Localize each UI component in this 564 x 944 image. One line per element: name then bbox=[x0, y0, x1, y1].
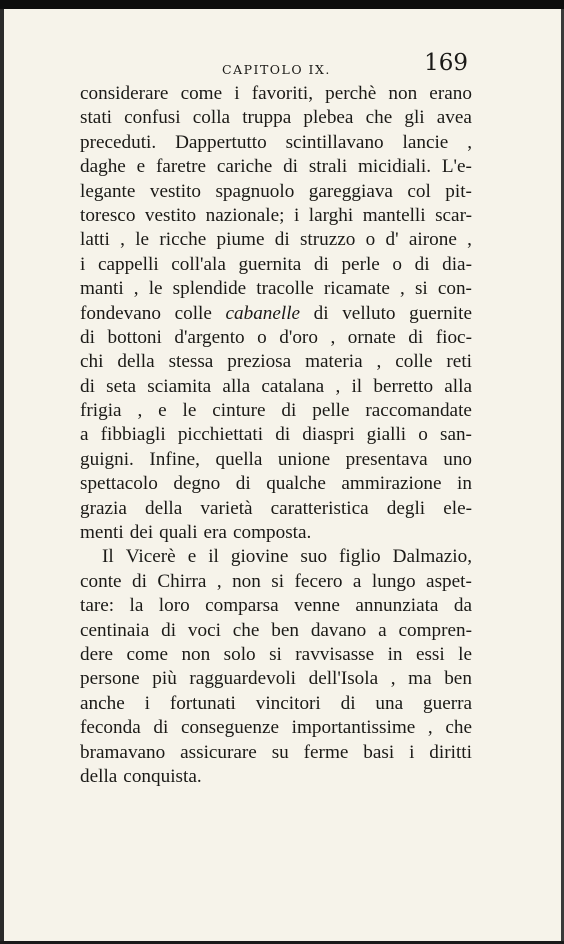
word: , bbox=[390, 668, 396, 690]
text-line bbox=[80, 350, 472, 374]
word: quella bbox=[215, 448, 263, 470]
word: si bbox=[271, 570, 285, 592]
word: reti bbox=[446, 351, 472, 373]
word: i bbox=[234, 83, 240, 104]
word: ravvisasse bbox=[295, 643, 375, 665]
word: a bbox=[80, 424, 89, 446]
page-number: 169 bbox=[424, 50, 468, 76]
word: fecero bbox=[294, 570, 343, 592]
word: Vicerè bbox=[125, 546, 176, 568]
word: della bbox=[144, 497, 183, 519]
word: degno bbox=[173, 473, 221, 495]
text-line bbox=[80, 741, 472, 765]
word: larghi bbox=[308, 204, 354, 226]
word: menti bbox=[80, 522, 124, 544]
text-line bbox=[80, 643, 472, 667]
word: che bbox=[232, 619, 260, 641]
word: fibbiagli bbox=[100, 424, 166, 446]
word: avea bbox=[436, 107, 472, 129]
word: , bbox=[400, 278, 405, 300]
word: di bbox=[275, 424, 291, 446]
word: materia bbox=[305, 351, 363, 373]
word: ma bbox=[408, 668, 432, 690]
word: , bbox=[467, 131, 472, 153]
text-line bbox=[80, 375, 472, 399]
text-line bbox=[80, 497, 472, 521]
word: di bbox=[235, 473, 251, 495]
word: favoriti, bbox=[251, 83, 313, 104]
word: L'e- bbox=[441, 156, 472, 178]
word: ammirazione bbox=[341, 473, 442, 495]
word: di bbox=[283, 156, 298, 178]
word: vincitori bbox=[255, 692, 321, 714]
word: che bbox=[445, 717, 472, 739]
word: anche bbox=[80, 692, 125, 714]
word: uno bbox=[443, 448, 472, 470]
word: , bbox=[427, 717, 433, 739]
word: le bbox=[135, 229, 150, 251]
text-line bbox=[80, 204, 472, 228]
word: di bbox=[340, 692, 356, 714]
text-line bbox=[80, 180, 472, 204]
word: centinaia bbox=[80, 619, 150, 641]
word: cinture bbox=[212, 400, 266, 422]
word: nazionale; bbox=[205, 204, 285, 226]
word: conte bbox=[80, 570, 122, 592]
word: della bbox=[117, 351, 155, 373]
word: , bbox=[330, 326, 336, 348]
word: varietà bbox=[200, 497, 253, 519]
word: , bbox=[467, 229, 472, 251]
word: tracolle bbox=[256, 278, 314, 300]
word: manti bbox=[80, 278, 124, 300]
text-line bbox=[80, 302, 472, 326]
word: d' bbox=[385, 229, 399, 251]
word: lungo bbox=[371, 570, 416, 592]
word: annunziata bbox=[355, 595, 439, 617]
word: airone bbox=[408, 229, 457, 251]
word: stati bbox=[80, 107, 112, 129]
text-line bbox=[80, 253, 472, 277]
word: alla bbox=[444, 375, 472, 397]
text-line bbox=[80, 667, 472, 691]
word: ferme bbox=[303, 741, 349, 763]
word: picchiettati bbox=[177, 424, 264, 446]
word: si bbox=[269, 643, 282, 665]
word: micidiali. bbox=[358, 156, 432, 178]
word: , bbox=[216, 570, 222, 592]
word: come bbox=[126, 643, 169, 665]
text-line bbox=[80, 545, 472, 569]
word: scar- bbox=[435, 204, 472, 226]
text-line bbox=[80, 765, 472, 789]
word: raccomandate bbox=[365, 400, 472, 422]
body-text bbox=[80, 82, 472, 789]
word: gialli bbox=[366, 424, 407, 446]
word: a bbox=[352, 570, 362, 592]
word: che bbox=[365, 107, 393, 129]
word: preceduti. bbox=[80, 131, 157, 153]
word: fortunati bbox=[169, 692, 236, 714]
word: la bbox=[129, 595, 144, 617]
word: vestito bbox=[144, 204, 197, 226]
word: truppa bbox=[242, 107, 292, 129]
word: plebea bbox=[303, 107, 354, 129]
word: colle bbox=[174, 302, 212, 324]
word: essi bbox=[415, 643, 445, 665]
word: e bbox=[158, 400, 167, 422]
word: cappelli bbox=[97, 253, 159, 275]
word: di bbox=[408, 326, 424, 348]
word: san- bbox=[439, 424, 472, 446]
word: in bbox=[457, 473, 472, 495]
word: figlio bbox=[339, 546, 381, 568]
word: guernite bbox=[409, 302, 472, 324]
text-line bbox=[80, 472, 472, 496]
text-line bbox=[80, 448, 472, 472]
word: comparsa bbox=[205, 595, 279, 617]
word: faretre bbox=[155, 156, 207, 178]
text-line bbox=[80, 716, 472, 740]
word: di bbox=[132, 570, 147, 592]
word: mantelli bbox=[362, 204, 426, 226]
word: strali bbox=[308, 156, 348, 178]
text-line bbox=[80, 277, 472, 301]
word: considerare bbox=[80, 83, 169, 104]
word: cariche bbox=[216, 156, 273, 178]
word: ricamate bbox=[323, 278, 390, 300]
word: frigia bbox=[80, 400, 122, 422]
word: di bbox=[281, 400, 297, 422]
word: ele- bbox=[443, 497, 472, 519]
word: a bbox=[378, 619, 387, 641]
word: caratteristica bbox=[270, 497, 369, 519]
word: con- bbox=[437, 278, 472, 300]
word: legante bbox=[80, 180, 136, 202]
word: ben bbox=[271, 619, 299, 641]
word: stessa bbox=[168, 351, 214, 373]
word: basi bbox=[363, 741, 395, 763]
word: in bbox=[387, 643, 403, 665]
word: toresco bbox=[80, 204, 136, 226]
word: perle bbox=[341, 253, 380, 275]
word: Chirra bbox=[157, 570, 207, 592]
word: o bbox=[257, 326, 267, 348]
word: fondevano bbox=[80, 302, 161, 324]
word: erano bbox=[429, 83, 472, 104]
word: guerra bbox=[423, 692, 472, 714]
text-line bbox=[80, 155, 472, 179]
word: dell'Isola bbox=[308, 668, 379, 690]
word: daghe bbox=[80, 156, 126, 178]
word: di bbox=[414, 253, 430, 275]
word: ornate bbox=[347, 326, 396, 348]
page-header bbox=[78, 50, 468, 84]
word: persone bbox=[80, 668, 140, 690]
word: i bbox=[409, 741, 415, 763]
word: di bbox=[80, 375, 95, 397]
word: seta bbox=[106, 375, 137, 397]
word: , bbox=[137, 400, 143, 422]
word: della bbox=[80, 765, 118, 787]
word: di bbox=[274, 229, 290, 251]
word: su bbox=[271, 741, 289, 763]
word: presentava bbox=[345, 448, 428, 470]
word: importantissime bbox=[291, 717, 416, 739]
word: i bbox=[80, 253, 86, 275]
word: spagnuolo bbox=[215, 180, 295, 202]
word: scintillavano bbox=[285, 131, 384, 153]
word: , bbox=[133, 278, 139, 300]
word: giovine bbox=[230, 546, 289, 568]
word: d'argento bbox=[174, 326, 245, 348]
word: chi bbox=[80, 351, 104, 373]
word: di bbox=[153, 717, 169, 739]
word: i bbox=[144, 692, 150, 714]
word: le bbox=[148, 278, 163, 300]
word: e bbox=[136, 156, 146, 178]
word: non bbox=[232, 570, 261, 592]
word: Infine, bbox=[149, 448, 200, 470]
paragraph bbox=[80, 545, 472, 789]
word: cabanelle bbox=[225, 302, 301, 324]
word: colle bbox=[395, 351, 433, 373]
word: confusi bbox=[124, 107, 181, 129]
word: , bbox=[335, 375, 341, 397]
word: feconda bbox=[80, 717, 141, 739]
word: il bbox=[208, 546, 219, 568]
text-line bbox=[80, 326, 472, 350]
word: qualche bbox=[266, 473, 326, 495]
word: di bbox=[313, 302, 329, 324]
word: lancie bbox=[402, 131, 449, 153]
word: velluto bbox=[342, 302, 396, 324]
word: di bbox=[313, 253, 329, 275]
word: ragguardevoli bbox=[189, 668, 296, 690]
word: ben bbox=[444, 668, 472, 690]
word: d'oro bbox=[279, 326, 318, 348]
word: voci bbox=[187, 619, 221, 641]
word: splendide bbox=[172, 278, 247, 300]
word: i bbox=[293, 204, 300, 226]
word: pit- bbox=[445, 180, 472, 202]
word: gli bbox=[404, 107, 425, 129]
word: composta. bbox=[232, 522, 312, 544]
word: struzzo bbox=[299, 229, 356, 251]
word: berretto bbox=[373, 375, 434, 397]
word: catalana bbox=[261, 375, 325, 397]
word: di bbox=[80, 326, 95, 348]
word: dere bbox=[80, 643, 114, 665]
word: quali bbox=[159, 522, 198, 544]
word: davano bbox=[310, 619, 367, 641]
word: dei bbox=[129, 522, 154, 544]
text-line bbox=[80, 521, 472, 545]
word: una bbox=[375, 692, 404, 714]
text-line bbox=[80, 619, 472, 643]
word: grazia bbox=[80, 497, 127, 519]
word: colla bbox=[192, 107, 231, 129]
word: preziosa bbox=[227, 351, 292, 373]
word: di bbox=[161, 619, 177, 641]
word: ricche bbox=[159, 229, 207, 251]
word: conquista. bbox=[123, 765, 202, 787]
word: fioc- bbox=[435, 326, 472, 348]
word: sciamita bbox=[147, 375, 212, 397]
word: non bbox=[181, 643, 211, 665]
text-line bbox=[80, 594, 472, 618]
word: Il bbox=[102, 546, 114, 568]
word: suo bbox=[300, 546, 328, 568]
word: piume bbox=[216, 229, 265, 251]
word: bramavano bbox=[80, 741, 166, 763]
word: più bbox=[152, 668, 177, 690]
word: conseguenze bbox=[180, 717, 279, 739]
word: vestito bbox=[149, 180, 202, 202]
scan-border-top bbox=[0, 0, 564, 9]
word: guernita bbox=[238, 253, 302, 275]
word: coll'ala bbox=[171, 253, 226, 275]
text-line bbox=[80, 228, 472, 252]
text-line bbox=[80, 570, 472, 594]
word: dia- bbox=[442, 253, 472, 275]
word: o bbox=[365, 229, 376, 251]
word: unione bbox=[277, 448, 331, 470]
text-line bbox=[80, 423, 472, 447]
word: Dappertutto bbox=[175, 131, 267, 153]
word: venne bbox=[294, 595, 340, 617]
text-line bbox=[80, 106, 472, 130]
word: , bbox=[376, 351, 382, 373]
word: gareggiava bbox=[308, 180, 393, 202]
word: aspet- bbox=[426, 570, 472, 592]
running-head: CAPITOLO IX. bbox=[222, 62, 331, 77]
word: Dalmazio, bbox=[392, 546, 472, 568]
word: compren- bbox=[398, 619, 472, 641]
word: guigni. bbox=[80, 448, 134, 470]
text-line bbox=[80, 131, 472, 155]
word: tare: bbox=[80, 595, 115, 617]
text-line bbox=[80, 692, 472, 716]
word: diaspri bbox=[302, 424, 355, 446]
word: loro bbox=[158, 595, 190, 617]
word: pelle bbox=[312, 400, 350, 422]
word: era bbox=[203, 522, 227, 544]
text-line bbox=[80, 82, 472, 106]
word: perchè bbox=[325, 83, 377, 104]
word: bottoni bbox=[107, 326, 162, 348]
word: da bbox=[453, 595, 472, 617]
word: degli bbox=[386, 497, 426, 519]
word: diritti bbox=[429, 741, 472, 763]
word: le bbox=[458, 643, 472, 665]
word: latti bbox=[80, 229, 110, 251]
word: , bbox=[120, 229, 125, 251]
word: spettacolo bbox=[80, 473, 158, 495]
paragraph bbox=[80, 82, 472, 545]
scan-border-left bbox=[0, 9, 4, 944]
word: le bbox=[182, 400, 197, 422]
word: o bbox=[392, 253, 402, 275]
word: col bbox=[407, 180, 431, 202]
word: solo bbox=[223, 643, 256, 665]
text-line bbox=[80, 399, 472, 423]
word: assicurare bbox=[180, 741, 257, 763]
word: si bbox=[414, 278, 428, 300]
word: come bbox=[180, 83, 223, 104]
word: il bbox=[351, 375, 363, 397]
word: non bbox=[388, 83, 418, 104]
word: e bbox=[187, 546, 197, 568]
word: alla bbox=[222, 375, 251, 397]
word: o bbox=[418, 424, 428, 446]
